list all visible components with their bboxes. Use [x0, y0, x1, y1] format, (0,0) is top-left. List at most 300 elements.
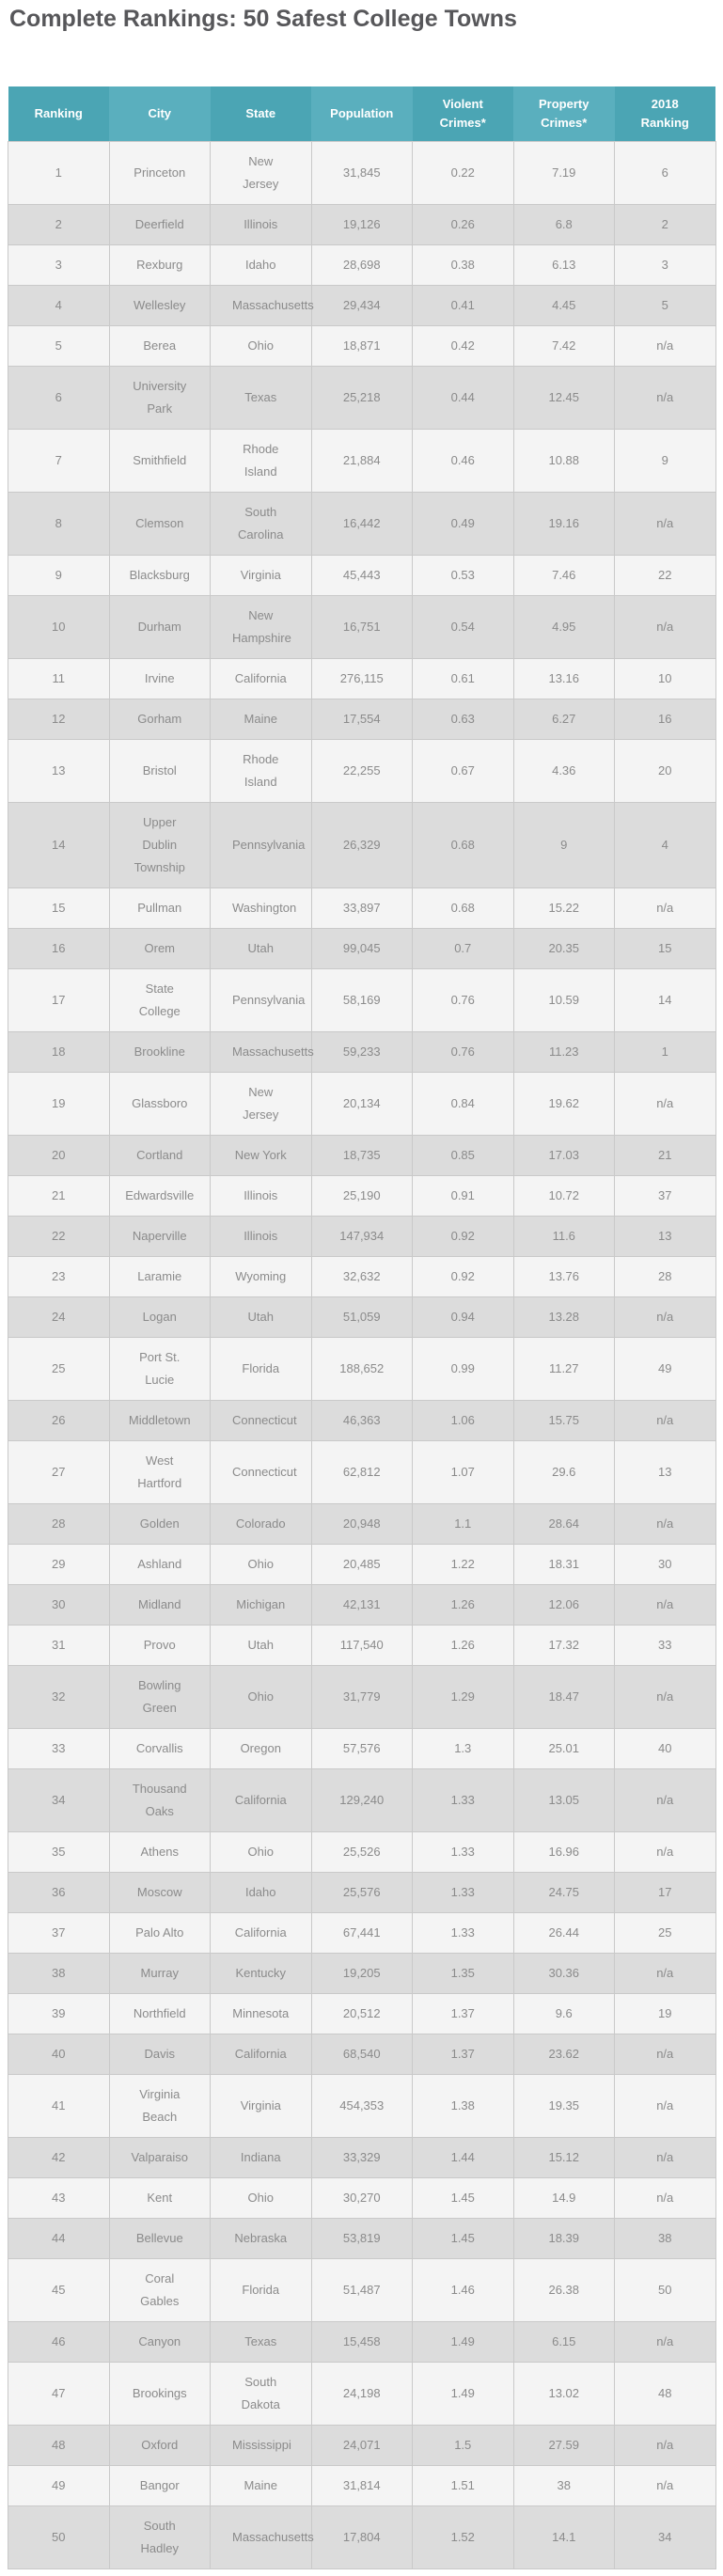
cell-ranking: 20 [8, 1136, 110, 1176]
cell-property-crimes: 25.01 [513, 1729, 615, 1769]
cell-city: Canyon [109, 2322, 211, 2363]
cell-violent-crimes: 1.38 [413, 2075, 514, 2138]
column-header-population: Population [311, 86, 413, 142]
cell-city: Naperville [109, 1217, 211, 1257]
cell-property-crimes: 27.59 [513, 2426, 615, 2466]
cell-2018-ranking: n/a [615, 1401, 716, 1441]
cell-ranking: 4 [8, 286, 110, 326]
cell-2018-ranking: n/a [615, 2075, 716, 2138]
cell-2018-ranking: n/a [615, 2034, 716, 2075]
table-row [8, 2506, 716, 2569]
cell-property-crimes: 30.36 [513, 1954, 615, 1994]
table-row [8, 740, 716, 803]
cell-state: New York [211, 1136, 312, 1176]
cell-ranking: 5 [8, 326, 110, 367]
table-row [8, 2034, 716, 2075]
cell-population: 31,845 [311, 142, 413, 205]
table-row [8, 430, 716, 493]
cell-ranking: 34 [8, 1769, 110, 1832]
cell-city: West Hartford [109, 1441, 211, 1504]
cell-violent-crimes: 0.53 [413, 556, 514, 596]
table-row [8, 1954, 716, 1994]
cell-ranking: 50 [8, 2506, 110, 2569]
cell-state: South Dakota [211, 2363, 312, 2426]
cell-state: Ohio [211, 326, 312, 367]
cell-population: 129,240 [311, 1769, 413, 1832]
cell-ranking: 17 [8, 969, 110, 1032]
cell-population: 45,443 [311, 556, 413, 596]
cell-property-crimes: 9.6 [513, 1994, 615, 2034]
cell-population: 19,205 [311, 1954, 413, 1994]
cell-2018-ranking: 3 [615, 245, 716, 286]
cell-violent-crimes: 1.33 [413, 1832, 514, 1873]
table-row [8, 1441, 716, 1504]
column-header-violent-crimes: Violent Crimes* [413, 86, 514, 142]
cell-2018-ranking: 48 [615, 2363, 716, 2426]
table-row [8, 1545, 716, 1585]
cell-violent-crimes: 1.29 [413, 1666, 514, 1729]
cell-property-crimes: 13.28 [513, 1297, 615, 1338]
table-row [8, 556, 716, 596]
cell-population: 15,458 [311, 2322, 413, 2363]
cell-state: Illinois [211, 1176, 312, 1217]
cell-violent-crimes: 0.94 [413, 1297, 514, 1338]
cell-state: New Hampshire [211, 596, 312, 659]
cell-ranking: 16 [8, 929, 110, 969]
table-row [8, 1176, 716, 1217]
cell-property-crimes: 4.36 [513, 740, 615, 803]
cell-violent-crimes: 1.26 [413, 1585, 514, 1626]
cell-2018-ranking: n/a [615, 1297, 716, 1338]
cell-property-crimes: 6.8 [513, 205, 615, 245]
cell-population: 188,652 [311, 1338, 413, 1401]
cell-2018-ranking: 4 [615, 803, 716, 888]
table-row [8, 1297, 716, 1338]
cell-population: 21,884 [311, 430, 413, 493]
cell-2018-ranking: 9 [615, 430, 716, 493]
cell-city: Cortland [109, 1136, 211, 1176]
cell-city: South Hadley [109, 2506, 211, 2569]
cell-population: 42,131 [311, 1585, 413, 1626]
cell-city: Virginia Beach [109, 2075, 211, 2138]
cell-violent-crimes: 0.41 [413, 286, 514, 326]
cell-population: 24,071 [311, 2426, 413, 2466]
cell-population: 454,353 [311, 2075, 413, 2138]
cell-state: Ohio [211, 1666, 312, 1729]
cell-state: Idaho [211, 245, 312, 286]
cell-2018-ranking: n/a [615, 1585, 716, 1626]
cell-ranking: 13 [8, 740, 110, 803]
cell-ranking: 37 [8, 1913, 110, 1954]
cell-violent-crimes: 0.61 [413, 659, 514, 699]
table-row [8, 1257, 716, 1297]
table-row [8, 2178, 716, 2219]
cell-property-crimes: 14.9 [513, 2178, 615, 2219]
cell-state: New Jersey [211, 142, 312, 205]
cell-city: Bristol [109, 740, 211, 803]
cell-2018-ranking: 37 [615, 1176, 716, 1217]
cell-population: 276,115 [311, 659, 413, 699]
cell-ranking: 8 [8, 493, 110, 556]
page [0, 6, 723, 2569]
cell-state: Connecticut [211, 1401, 312, 1441]
table-row [8, 1073, 716, 1136]
rankings-table [8, 86, 716, 2569]
cell-city: Irvine [109, 659, 211, 699]
cell-state: Massachusetts [211, 1032, 312, 1073]
table-row [8, 1994, 716, 2034]
cell-population: 20,512 [311, 1994, 413, 2034]
cell-violent-crimes: 0.67 [413, 740, 514, 803]
cell-property-crimes: 23.62 [513, 2034, 615, 2075]
cell-city: Athens [109, 1832, 211, 1873]
cell-city: Edwardsville [109, 1176, 211, 1217]
table-row [8, 2138, 716, 2178]
cell-state: Ohio [211, 1545, 312, 1585]
cell-ranking: 29 [8, 1545, 110, 1585]
cell-state: Rhode Island [211, 740, 312, 803]
cell-violent-crimes: 0.68 [413, 888, 514, 929]
table-row [8, 1626, 716, 1666]
cell-ranking: 25 [8, 1338, 110, 1401]
cell-population: 51,059 [311, 1297, 413, 1338]
cell-violent-crimes: 0.7 [413, 929, 514, 969]
cell-violent-crimes: 1.49 [413, 2363, 514, 2426]
cell-state: Colorado [211, 1504, 312, 1545]
cell-violent-crimes: 0.92 [413, 1257, 514, 1297]
cell-population: 20,134 [311, 1073, 413, 1136]
cell-city: Golden [109, 1504, 211, 1545]
table-row [8, 205, 716, 245]
cell-population: 33,897 [311, 888, 413, 929]
cell-2018-ranking: 13 [615, 1441, 716, 1504]
cell-property-crimes: 19.35 [513, 2075, 615, 2138]
table-row [8, 929, 716, 969]
cell-city: Berea [109, 326, 211, 367]
cell-violent-crimes: 0.76 [413, 1032, 514, 1073]
cell-property-crimes: 24.75 [513, 1873, 615, 1913]
cell-population: 147,934 [311, 1217, 413, 1257]
cell-population: 28,698 [311, 245, 413, 286]
cell-2018-ranking: 1 [615, 1032, 716, 1073]
cell-property-crimes: 13.02 [513, 2363, 615, 2426]
cell-2018-ranking: 38 [615, 2219, 716, 2259]
cell-state: Nebraska [211, 2219, 312, 2259]
cell-city: Midland [109, 1585, 211, 1626]
cell-2018-ranking: 14 [615, 969, 716, 1032]
cell-violent-crimes: 0.54 [413, 596, 514, 659]
cell-state: Minnesota [211, 1994, 312, 2034]
cell-property-crimes: 10.72 [513, 1176, 615, 1217]
column-header-2018-ranking: 2018 Ranking [615, 86, 716, 142]
table-row [8, 803, 716, 888]
cell-city: Bangor [109, 2466, 211, 2506]
cell-2018-ranking: n/a [615, 367, 716, 430]
cell-property-crimes: 14.1 [513, 2506, 615, 2569]
cell-ranking: 47 [8, 2363, 110, 2426]
cell-ranking: 36 [8, 1873, 110, 1913]
cell-property-crimes: 4.45 [513, 286, 615, 326]
cell-2018-ranking: n/a [615, 888, 716, 929]
cell-ranking: 14 [8, 803, 110, 888]
cell-property-crimes: 7.19 [513, 142, 615, 205]
cell-population: 24,198 [311, 2363, 413, 2426]
cell-ranking: 42 [8, 2138, 110, 2178]
cell-2018-ranking: 17 [615, 1873, 716, 1913]
cell-population: 25,218 [311, 367, 413, 430]
cell-ranking: 35 [8, 1832, 110, 1873]
cell-2018-ranking: 25 [615, 1913, 716, 1954]
cell-city: Middletown [109, 1401, 211, 1441]
cell-state: Pennsylvania [211, 803, 312, 888]
cell-ranking: 45 [8, 2259, 110, 2322]
cell-ranking: 22 [8, 1217, 110, 1257]
cell-violent-crimes: 0.85 [413, 1136, 514, 1176]
cell-state: Ohio [211, 2178, 312, 2219]
column-header-city: City [109, 86, 211, 142]
cell-violent-crimes: 0.63 [413, 699, 514, 740]
cell-state: California [211, 2034, 312, 2075]
cell-population: 16,442 [311, 493, 413, 556]
cell-city: Laramie [109, 1257, 211, 1297]
cell-state: Illinois [211, 1217, 312, 1257]
cell-ranking: 26 [8, 1401, 110, 1441]
cell-violent-crimes: 0.91 [413, 1176, 514, 1217]
cell-violent-crimes: 1.22 [413, 1545, 514, 1585]
cell-ranking: 15 [8, 888, 110, 929]
cell-property-crimes: 11.6 [513, 1217, 615, 1257]
cell-state: Mississippi [211, 2426, 312, 2466]
cell-2018-ranking: 19 [615, 1994, 716, 2034]
cell-property-crimes: 10.59 [513, 969, 615, 1032]
cell-state: California [211, 1913, 312, 1954]
cell-city: Smithfield [109, 430, 211, 493]
table-row [8, 142, 716, 205]
cell-violent-crimes: 1.52 [413, 2506, 514, 2569]
cell-violent-crimes: 0.92 [413, 1217, 514, 1257]
cell-property-crimes: 18.31 [513, 1545, 615, 1585]
cell-ranking: 48 [8, 2426, 110, 2466]
cell-city: Brookline [109, 1032, 211, 1073]
table-row [8, 888, 716, 929]
cell-population: 29,434 [311, 286, 413, 326]
cell-violent-crimes: 0.68 [413, 803, 514, 888]
cell-city: Durham [109, 596, 211, 659]
cell-city: Kent [109, 2178, 211, 2219]
cell-2018-ranking: 40 [615, 1729, 716, 1769]
cell-ranking: 41 [8, 2075, 110, 2138]
cell-violent-crimes: 1.1 [413, 1504, 514, 1545]
cell-city: Glassboro [109, 1073, 211, 1136]
cell-population: 31,814 [311, 2466, 413, 2506]
cell-ranking: 40 [8, 2034, 110, 2075]
cell-population: 17,804 [311, 2506, 413, 2569]
cell-property-crimes: 17.32 [513, 1626, 615, 1666]
cell-property-crimes: 15.12 [513, 2138, 615, 2178]
cell-city: Gorham [109, 699, 211, 740]
table-row [8, 1832, 716, 1873]
cell-state: Texas [211, 2322, 312, 2363]
table-row [8, 659, 716, 699]
table-row [8, 1217, 716, 1257]
cell-violent-crimes: 1.46 [413, 2259, 514, 2322]
cell-ranking: 39 [8, 1994, 110, 2034]
cell-state: Indiana [211, 2138, 312, 2178]
cell-property-crimes: 19.62 [513, 1073, 615, 1136]
table-body [8, 142, 716, 2569]
cell-population: 46,363 [311, 1401, 413, 1441]
cell-population: 67,441 [311, 1913, 413, 1954]
cell-2018-ranking: 13 [615, 1217, 716, 1257]
table-row [8, 1666, 716, 1729]
cell-violent-crimes: 1.45 [413, 2178, 514, 2219]
cell-state: Utah [211, 1297, 312, 1338]
cell-population: 53,819 [311, 2219, 413, 2259]
cell-2018-ranking: 30 [615, 1545, 716, 1585]
cell-2018-ranking: n/a [615, 326, 716, 367]
table-row [8, 2075, 716, 2138]
cell-violent-crimes: 0.38 [413, 245, 514, 286]
table-header [8, 86, 716, 142]
cell-property-crimes: 15.22 [513, 888, 615, 929]
cell-property-crimes: 18.47 [513, 1666, 615, 1729]
cell-state: Massachusetts [211, 286, 312, 326]
cell-property-crimes: 6.27 [513, 699, 615, 740]
cell-2018-ranking: n/a [615, 2466, 716, 2506]
cell-property-crimes: 15.75 [513, 1401, 615, 1441]
cell-ranking: 28 [8, 1504, 110, 1545]
cell-property-crimes: 26.38 [513, 2259, 615, 2322]
cell-violent-crimes: 1.3 [413, 1729, 514, 1769]
cell-city: Wellesley [109, 286, 211, 326]
cell-ranking: 1 [8, 142, 110, 205]
cell-state: Massachusetts [211, 2506, 312, 2569]
cell-population: 16,751 [311, 596, 413, 659]
cell-city: Rexburg [109, 245, 211, 286]
cell-violent-crimes: 0.84 [413, 1073, 514, 1136]
cell-city: Brookings [109, 2363, 211, 2426]
cell-population: 51,487 [311, 2259, 413, 2322]
table-row [8, 1032, 716, 1073]
cell-2018-ranking: 34 [615, 2506, 716, 2569]
table-row [8, 1338, 716, 1401]
cell-property-crimes: 12.45 [513, 367, 615, 430]
cell-property-crimes: 17.03 [513, 1136, 615, 1176]
cell-violent-crimes: 1.33 [413, 1873, 514, 1913]
cell-violent-crimes: 1.33 [413, 1913, 514, 1954]
cell-violent-crimes: 1.06 [413, 1401, 514, 1441]
cell-city: University Park [109, 367, 211, 430]
cell-city: Northfield [109, 1994, 211, 2034]
cell-property-crimes: 13.16 [513, 659, 615, 699]
cell-property-crimes: 20.35 [513, 929, 615, 969]
cell-city: Pullman [109, 888, 211, 929]
table-row [8, 2426, 716, 2466]
cell-state: Virginia [211, 2075, 312, 2138]
cell-violent-crimes: 1.51 [413, 2466, 514, 2506]
cell-population: 62,812 [311, 1441, 413, 1504]
cell-city: Bellevue [109, 2219, 211, 2259]
cell-state: South Carolina [211, 493, 312, 556]
cell-population: 22,255 [311, 740, 413, 803]
cell-property-crimes: 19.16 [513, 493, 615, 556]
table-row [8, 2466, 716, 2506]
cell-property-crimes: 11.27 [513, 1338, 615, 1401]
cell-violent-crimes: 1.5 [413, 2426, 514, 2466]
cell-violent-crimes: 0.49 [413, 493, 514, 556]
table-row [8, 2259, 716, 2322]
table-row [8, 1401, 716, 1441]
cell-city: Logan [109, 1297, 211, 1338]
cell-population: 25,190 [311, 1176, 413, 1217]
cell-2018-ranking: 49 [615, 1338, 716, 1401]
cell-population: 18,735 [311, 1136, 413, 1176]
table-row [8, 367, 716, 430]
cell-population: 59,233 [311, 1032, 413, 1073]
cell-violent-crimes: 1.45 [413, 2219, 514, 2259]
cell-ranking: 11 [8, 659, 110, 699]
cell-ranking: 10 [8, 596, 110, 659]
cell-state: Idaho [211, 1873, 312, 1913]
cell-population: 31,779 [311, 1666, 413, 1729]
cell-ranking: 19 [8, 1073, 110, 1136]
cell-2018-ranking: n/a [615, 2178, 716, 2219]
cell-violent-crimes: 1.26 [413, 1626, 514, 1666]
cell-population: 58,169 [311, 969, 413, 1032]
cell-city: Moscow [109, 1873, 211, 1913]
cell-property-crimes: 13.76 [513, 1257, 615, 1297]
cell-ranking: 2 [8, 205, 110, 245]
cell-property-crimes: 16.96 [513, 1832, 615, 1873]
cell-violent-crimes: 1.37 [413, 1994, 514, 2034]
column-header-ranking: Ranking [8, 86, 110, 142]
cell-city: State College [109, 969, 211, 1032]
table-row [8, 1913, 716, 1954]
cell-state: Maine [211, 2466, 312, 2506]
cell-2018-ranking: 6 [615, 142, 716, 205]
cell-violent-crimes: 0.22 [413, 142, 514, 205]
cell-violent-crimes: 1.37 [413, 2034, 514, 2075]
cell-population: 18,871 [311, 326, 413, 367]
cell-city: Princeton [109, 142, 211, 205]
cell-property-crimes: 18.39 [513, 2219, 615, 2259]
cell-state: California [211, 1769, 312, 1832]
cell-property-crimes: 28.64 [513, 1504, 615, 1545]
cell-2018-ranking: 16 [615, 699, 716, 740]
cell-2018-ranking: n/a [615, 2426, 716, 2466]
cell-2018-ranking: 20 [615, 740, 716, 803]
cell-2018-ranking: n/a [615, 1666, 716, 1729]
cell-population: 117,540 [311, 1626, 413, 1666]
cell-2018-ranking: 50 [615, 2259, 716, 2322]
cell-ranking: 32 [8, 1666, 110, 1729]
table-row [8, 2219, 716, 2259]
cell-violent-crimes: 1.33 [413, 1769, 514, 1832]
cell-2018-ranking: 33 [615, 1626, 716, 1666]
cell-2018-ranking: 2 [615, 205, 716, 245]
table-row [8, 2363, 716, 2426]
table-row [8, 1585, 716, 1626]
header-row [8, 86, 716, 142]
cell-2018-ranking: n/a [615, 1954, 716, 1994]
cell-property-crimes: 4.95 [513, 596, 615, 659]
cell-2018-ranking: 15 [615, 929, 716, 969]
cell-state: Kentucky [211, 1954, 312, 1994]
cell-violent-crimes: 0.76 [413, 969, 514, 1032]
table-row [8, 1136, 716, 1176]
cell-violent-crimes: 0.42 [413, 326, 514, 367]
cell-ranking: 33 [8, 1729, 110, 1769]
